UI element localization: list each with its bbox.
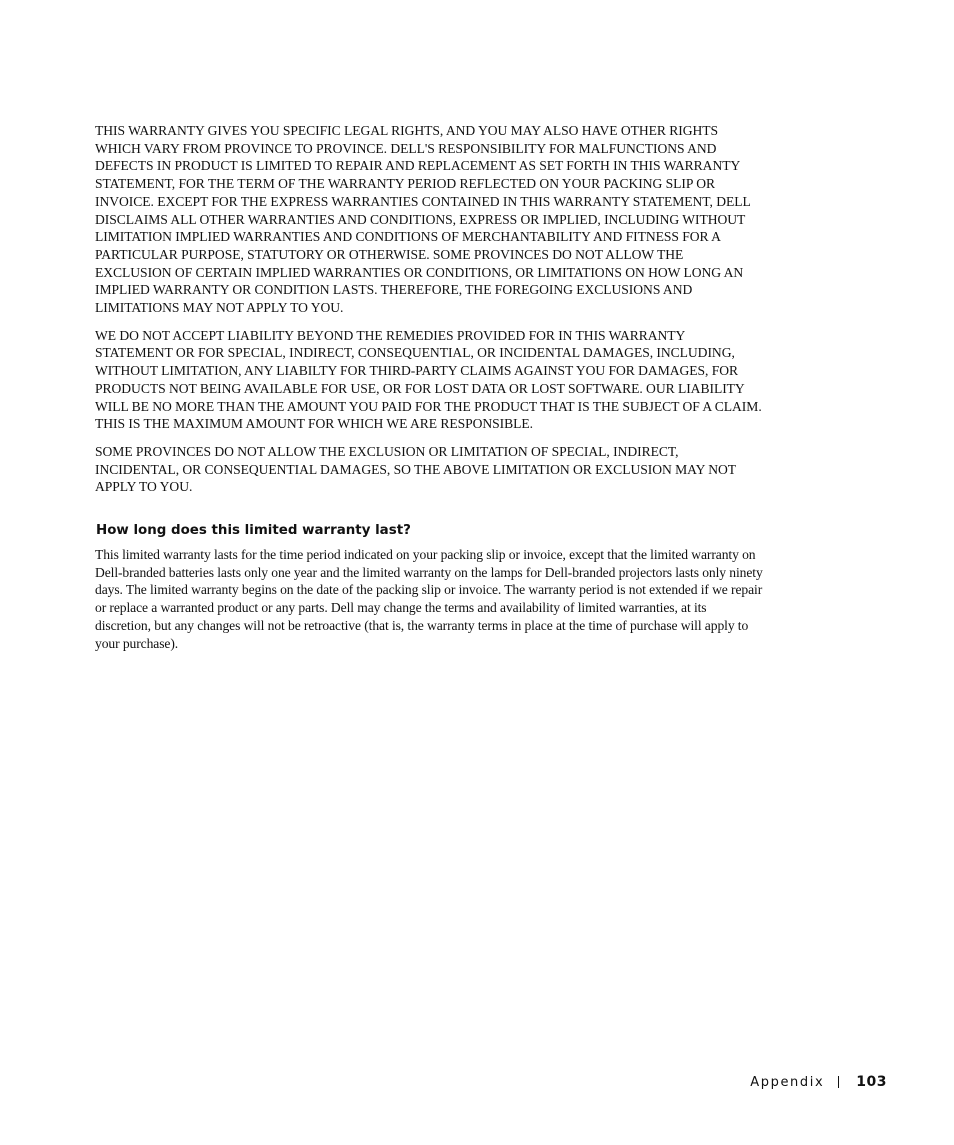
page-content	[95, 122, 763, 652]
legal-paragraph-liability: WE DO NOT ACCEPT LIABILITY BEYOND THE REMEDIES PROVIDED FOR IN THIS WARRANTY STATEMENT OR FOR SPECIAL, INDIRECT, CONSEQUENTIAL, OR INCIDENTAL DAMAGES, INCLUDING, WITHOUT LIMITATION, ANY LIABILTY FOR THIRD-PARTY CLAIMS AGAINST YOU FOR DAMAGES, FOR PRODUCTS NOT BEING AVAILABLE FOR USE, OR FOR LOST DATA OR LOST SOFTWARE. OUR LIABILITY WILL BE NO MORE THAN THE AMOUNT YOU PAID FOR THE PRODUCT THAT IS THE SUBJECT OF A CLAIM. THIS IS THE MAXIMUM AMOUNT FOR WHICH WE ARE RESPONSIBLE.	[95, 327, 762, 432]
page-footer	[750, 1074, 887, 1090]
section-heading: How long does this limited warranty last?	[96, 523, 411, 539]
legal-paragraph-exclusions: SOME PROVINCES DO NOT ALLOW THE EXCLUSION OR LIMITATION OF SPECIAL, INDIRECT, INCIDENTAL, OR CONSEQUENTIAL DAMAGES, SO THE ABOVE LIMITATION OR EXCLUSION MAY NOT APPLY TO YOU.	[95, 443, 736, 495]
page-number: 103	[856, 1074, 887, 1090]
legal-paragraph-rights: THIS WARRANTY GIVES YOU SPECIFIC LEGAL RIGHTS, AND YOU MAY ALSO HAVE OTHER RIGHTS WHICH VARY FROM PROVINCE TO PROVINCE. DELL'S RESPONSIBILITY FOR MALFUNCTIONS AND DEFECTS IN PRODUCT IS LIMITED TO REPAIR AND REPLACEMENT AS SET FORTH IN THIS WARRANTY STATEMENT, FOR THE TERM OF THE WARRANTY PERIOD REFLECTED ON YOUR PACKING SLIP OR INVOICE. EXCEPT FOR THE EXPRESS WARRANTIES CONTAINED IN THIS WARRANTY STATEMENT, DELL DISCLAIMS ALL OTHER WARRANTIES AND CONDITIONS, EXPRESS OR IMPLIED, INCLUDING WITHOUT LIMITATION IMPLIED WARRANTIES AND CONDITIONS OF MERCHANTABILITY AND FITNESS FOR A PARTICULAR PURPOSE, STATUTORY OR OTHERWISE. SOME PROVINCES DO NOT ALLOW THE EXCLUSION OF CERTAIN IMPLIED WARRANTIES OR CONDITIONS, OR LIMITATIONS ON HOW LONG AN IMPLIED WARRANTY OR CONDITION LASTS. THEREFORE, THE FOREGOING EXCLUSIONS AND LIMITATIONS MAY NOT APPLY TO YOU.	[95, 123, 751, 316]
section-body-paragraph: This limited warranty lasts for the time period indicated on your packing slip or invoice, except that the limited warranty on Dell-branded batteries lasts only one year and the limited warranty on the lamps for Dell-branded projectors lasts only ninety days. The limited warranty begins on the date of the packing slip or invoice. The warranty period is not extended if we repair or replace a warranted product or any parts. Dell may change the terms and availability of limited warranties, at its discretion, but any changes will not be retroactive (that is, the warranty terms in place at the time of purchase will apply to your purchase).	[95, 547, 763, 651]
footer-divider	[838, 1076, 839, 1088]
footer-section-label: Appendix	[750, 1074, 825, 1090]
